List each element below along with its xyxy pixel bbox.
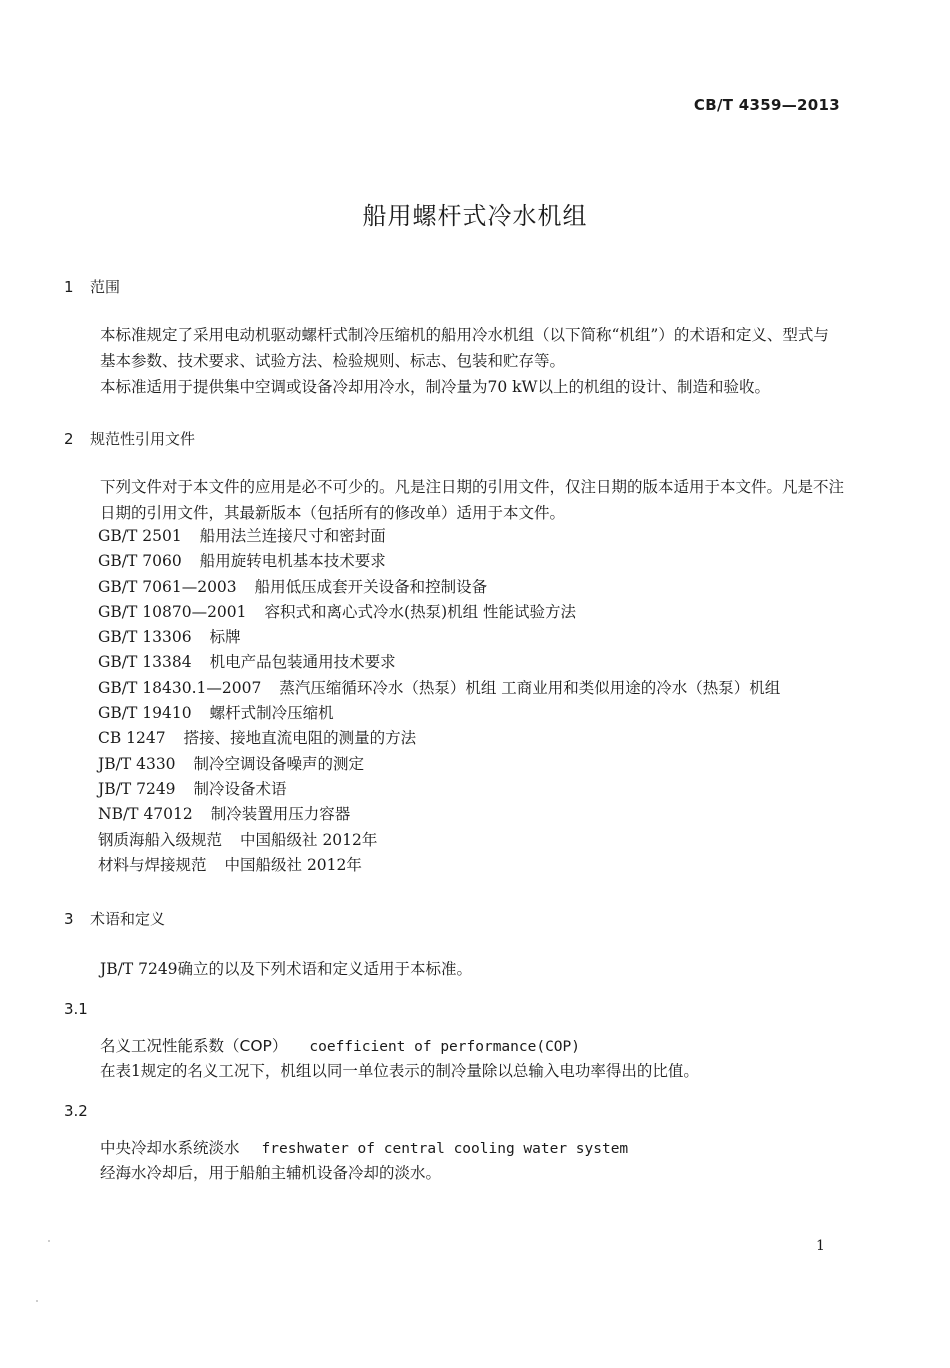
reference-title: 中国船级社 2012年 (224, 855, 362, 874)
section-1-paragraph-1: 本标准规定了采用电动机驱动螺杆式制冷压缩机的船用冷水机组（以下简称“机组”）的术语和定义、型式与基本参数、技术要求、试验方法、检验规则、标志、包装和贮存等。 (100, 326, 829, 370)
section-1-paragraph-2: 本标准适用于提供集中空调或设备冷却用冷水，制冷量为70 kW以上的机组的设计、制造和验收。 (100, 378, 770, 396)
reference-item (98, 625, 780, 650)
term-english: coefficient of performance(COP) (309, 1039, 580, 1055)
section-number: 3 (64, 910, 74, 928)
reference-code: GB/T 7061—2003 (98, 577, 237, 596)
reference-item (98, 802, 780, 827)
reference-item (98, 650, 780, 675)
section-number: 1 (64, 278, 74, 296)
reference-title: 标牌 (209, 628, 241, 647)
reference-code: JB/T 4330 (98, 754, 176, 773)
reference-code: CB 1247 (98, 729, 166, 748)
standard-code: CB/T 4359—2013 (693, 96, 840, 114)
reference-title: 搭接、接地直流电阻的测量的方法 (183, 729, 417, 748)
section-title: 术语和定义 (90, 910, 166, 928)
reference-title: 螺杆式制冷压缩机 (209, 704, 334, 723)
term-entry (100, 1034, 580, 1056)
reference-item (98, 726, 780, 751)
reference-item (98, 701, 780, 726)
reference-title: 制冷空调设备噪声的测定 (193, 754, 365, 773)
reference-item (98, 752, 780, 777)
reference-code: GB/T 7060 (98, 552, 182, 571)
reference-item (98, 777, 780, 802)
section-1-heading (64, 276, 120, 297)
term-definition: 在表1规定的名义工况下，机组以同一单位表示的制冷量除以总输入电功率得出的比值。 (100, 1062, 699, 1080)
reference-item (98, 676, 780, 701)
reference-title: 中国船级社 2012年 (240, 830, 378, 849)
term-number: 3.2 (64, 1102, 88, 1120)
reference-item (98, 524, 780, 549)
reference-code: NB/T 47012 (98, 805, 193, 824)
term-number: 3.1 (64, 1000, 88, 1018)
reference-title: 船用法兰连接尺寸和密封面 (199, 527, 386, 545)
term-entry (100, 1136, 628, 1158)
reference-code: JB/T 7249 (98, 779, 176, 798)
page-number: 1 (816, 1238, 825, 1254)
scan-speck (36, 1300, 38, 1302)
reference-title: 容积式和离心式冷水(热泵)机组 性能试验方法 (264, 602, 577, 621)
reference-code: 钢质海船入级规范 (98, 830, 223, 849)
section-number: 2 (64, 430, 74, 448)
reference-code: GB/T 19410 (98, 704, 192, 723)
reference-title: 船用低压成套开关设备和控制设备 (254, 577, 488, 596)
reference-title: 机电产品包装通用技术要求 (209, 653, 396, 672)
reference-code: GB/T 10870—2001 (98, 602, 247, 621)
section-title: 范围 (90, 278, 121, 296)
reference-code: 材料与焊接规范 (98, 855, 207, 874)
term-chinese: 中央冷却水系统淡水 (100, 1139, 240, 1157)
scan-speck (48, 1240, 50, 1242)
term-english: freshwater of central cooling water system (261, 1141, 629, 1157)
reference-item (98, 575, 780, 600)
section-2-intro: 下列文件对于本文件的应用是必不可少的。凡是注日期的引用文件，仅注日期的版本适用于本文件。凡是不注日期的引用文件，其最新版本（包括所有的修改单）适用于本文件。 (100, 478, 845, 522)
reference-item (98, 853, 780, 878)
term-definition: 经海水冷却后，用于船舶主辅机设备冷却的淡水。 (100, 1164, 442, 1182)
document-title: 船用螺杆式冷水机组 (362, 202, 588, 230)
normative-references-list (98, 524, 780, 878)
reference-item (98, 549, 780, 574)
reference-code: GB/T 13384 (98, 653, 192, 672)
section-3-heading (64, 908, 165, 929)
reference-code: GB/T 18430.1—2007 (98, 678, 262, 697)
reference-item (98, 828, 780, 853)
term-chinese: 名义工况性能系数（COP） (100, 1037, 288, 1055)
section-2-heading (64, 428, 195, 449)
reference-title: 船用旋转电机基本技术要求 (199, 552, 386, 571)
reference-title: 制冷装置用压力容器 (210, 805, 351, 824)
section-title: 规范性引用文件 (90, 430, 196, 448)
reference-title: 制冷设备术语 (193, 779, 287, 798)
section-3-intro: JB/T 7249确立的以及下列术语和定义适用于本标准。 (100, 960, 473, 978)
reference-code: GB/T 13306 (98, 628, 192, 647)
reference-item (98, 600, 780, 625)
reference-title: 蒸汽压缩循环冷水（热泵）机组 工商业用和类似用途的冷水（热泵）机组 (279, 678, 781, 697)
reference-code: GB/T 2501 (98, 527, 182, 545)
